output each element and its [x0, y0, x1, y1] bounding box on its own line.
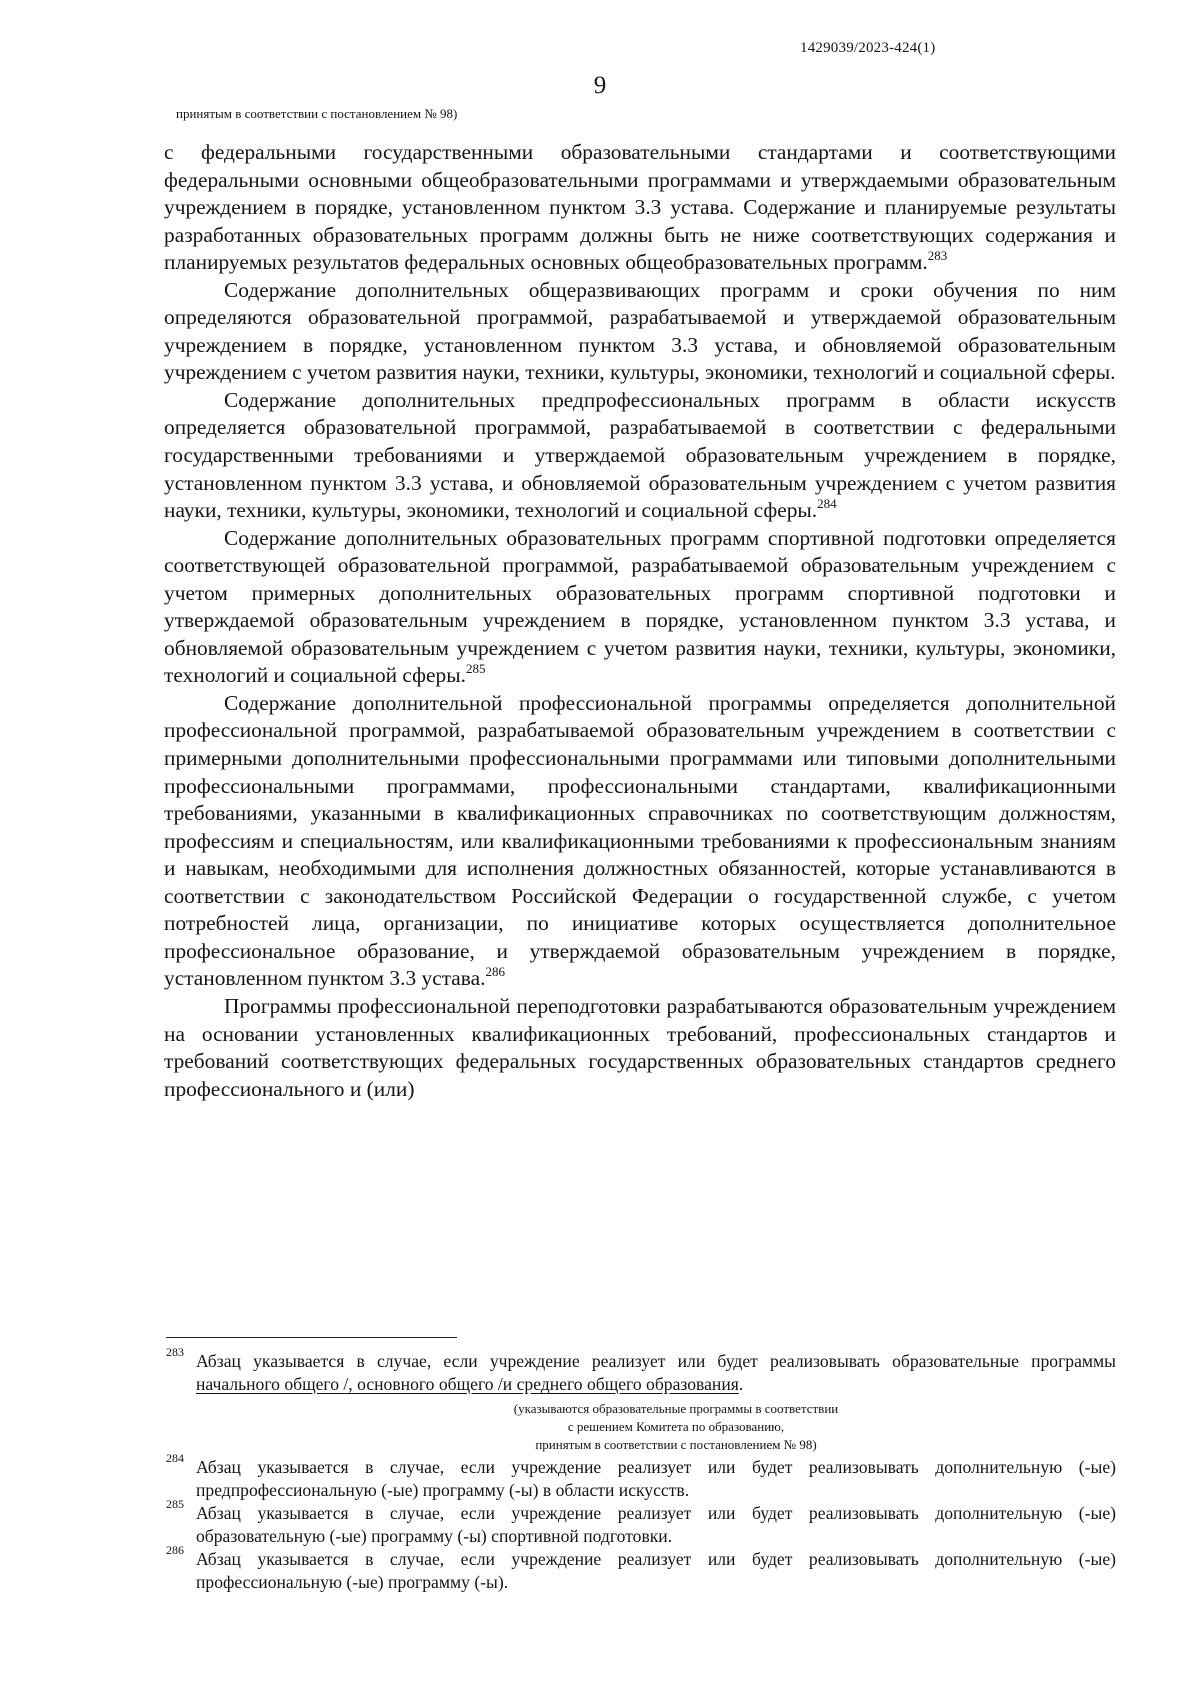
paragraph-2: Содержание дополнительных общеразвивающих программ и сроки обучения по ним определяются образовательной программой, разрабатываемой и утверждаемой образовательным учреждением в порядке, установленном пунктом 3.3 устава, и обновляемой образовательным учреждением с учетом развития науки, техники, культуры, экономики, технологий и социальной сферы. — [164, 277, 1116, 385]
footnote-284: 284 Абзац указывается в случае, если учреждение реализует или будет реализовывать дополнительную (-ые) предпрофессиональную (-ые) программу (-ы) в области искусств. — [166, 1451, 1116, 1500]
paragraph-4: Содержание дополнительных образовательных программ спортивной подготовки определяется соответствующей образовательной программой, разрабатываемой образовательным учреждением с учетом примерных дополнительных образовательных программ спортивной подготовки и утверждаемой образовательным учреждением в порядке, установленном пунктом 3.3 устава, и обновляемой образовательным учреждением с учетом развития науки, техники, культуры, экономики, технологий и социальной сферы.$^{285}$ — [164, 525, 1116, 688]
document-body — [164, 139, 1116, 1103]
footnote-number: 285 — [166, 1497, 184, 1511]
document-number: 1429039/2023-424(1) — [800, 40, 936, 56]
footnote-number: 286 — [166, 1543, 184, 1557]
footnote-ref-285[interactable]: 285 — [465, 661, 486, 677]
paragraph-6: Программы профессиональной переподготовки разрабатываются образовательным учреждением на основании установленных квалификационных требований, профессиональных стандартов и требований соответствующих федеральных государственных образовательных стандартов среднего профессионального и (или) — [164, 993, 1116, 1101]
underlined-programs-text: начального общего /, основного общего /и среднего общего образования — [196, 1374, 739, 1394]
footnotes — [166, 1345, 1116, 1594]
paragraph-3: Содержание дополнительных предпрофессиональных программ в области искусств определяется образовательной программой, разрабатываемой в соответствии с федеральными государственными требованиями и утверждаемой образовательным учреждением в порядке, установленном пунктом 3.3 устава, и обновляемой образовательным учреждением с учетом развития науки, техники, культуры, экономики, технологий и социальной сферы.$^{284}$ — [164, 387, 1116, 523]
footnote-283: 283 Абзац указывается в случае, если учреждение реализует или будет реализовывать образовательные программы начального общего /, основного общего /и среднего общего образования. (указываются образовательные программы в соответствии с решением Комитета по образованию, принятым в соответствии с постановлением № 98) — [166, 1345, 1116, 1452]
page-number: 9 — [593, 72, 607, 99]
footnote-ref-284[interactable]: 284 — [817, 496, 837, 512]
footnote-number: 284 — [166, 1451, 184, 1465]
footnote-ref-286[interactable]: 286 — [485, 964, 505, 980]
paragraph-1: с федеральными государственными образовательными стандартами и соответствующими федеральными основными общеобразовательными программами и утверждаемыми образовательным учреждением в порядке, установленном пунктом 3.3 устава. Содержание и планируемые результаты разработанных образовательных программ должны быть не ниже соответствующих содержания и планируемых результатов федеральных основных общеобразовательных программ.$^{283}$ — [164, 140, 1116, 275]
footnote-ref-283[interactable]: 283 — [927, 248, 948, 264]
footnote-285: 285 Абзац указывается в случае, если учреждение реализует или будет реализовывать дополнительную (-ые) образовательную (-ые) программу (-ы) спортивной подготовки. — [166, 1497, 1116, 1546]
paragraph-5: Содержание дополнительной профессиональной программы определяется дополнительной профессиональной программой, разрабатываемой образовательным учреждением в соответствии с примерными дополнительными профессиональными программами или типовыми дополнительными профессиональными программами, профессиональными стандартами, квалификационными требованиями, указанными в квалификационных справочниках по соответствующим должностям, профессиям и специальностям, или квалификационными требованиями к профессиональным знаниям и навыкам, необходимыми для исполнения должностных обязанностей, которые устанавливаются в соответствии с законодательством Российской Федерации о государственной службе, с учетом потребностей лица, организации, по инициативе которых осуществляется дополнительное профессиональное образование, и утверждаемой образовательным учреждением в порядке, установленном пунктом 3.3 устава.$^{286}$ — [164, 690, 1116, 991]
approval-stamp-note: принятым в соответствии с постановлением № 98) — [176, 106, 458, 121]
footnote-number: 283 — [166, 1345, 184, 1359]
footnote-separator — [166, 1337, 457, 1338]
footnote-286: 286 Абзац указывается в случае, если учреждение реализует или будет реализовывать дополнительную (-ые) профессиональную (-ые) программу (-ы). — [166, 1543, 1116, 1592]
footnote-stamp-note: (указываются образовательные программы в соответствии с решением Комитета по образованию, принятым в соответствии с постановлением № 98) — [513, 1401, 839, 1452]
